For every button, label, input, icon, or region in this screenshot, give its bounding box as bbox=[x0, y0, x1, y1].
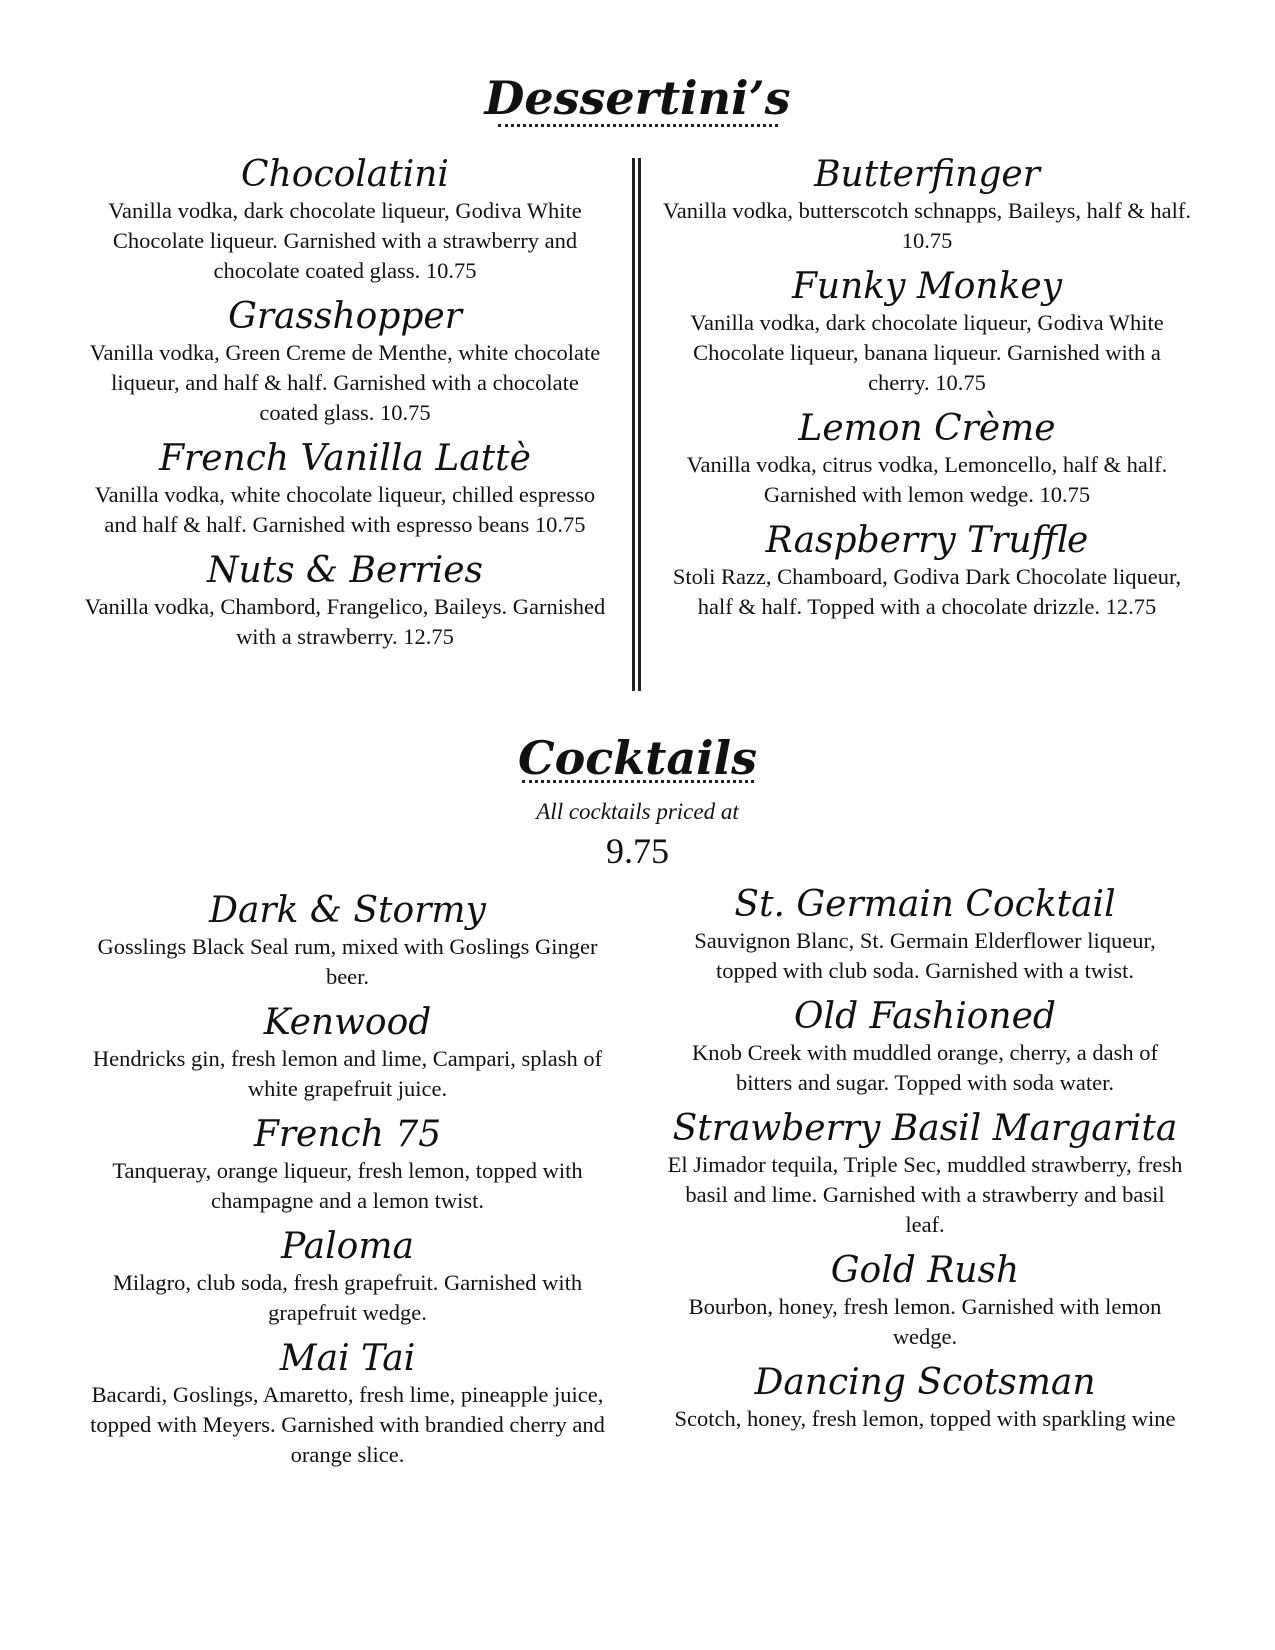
item-name: Grasshopper bbox=[228, 296, 462, 337]
menu-item-dancing-scotsman bbox=[665, 1362, 1185, 1434]
item-description: El Jimador tequila, Triple Sec, muddled strawberry, fresh basil and lime. Garnished with a strawberry and basil leaf. bbox=[667, 1152, 1183, 1237]
item-description: Vanilla vodka, Chambord, Frangelico, Baileys. Garnished with a strawberry. 12.75 bbox=[84, 594, 606, 649]
menu-item-raspberry-truffle bbox=[662, 520, 1192, 622]
menu-item-grasshopper bbox=[80, 296, 610, 428]
item-description: Scotch, honey, fresh lemon, topped with sparkling wine bbox=[674, 1406, 1176, 1431]
cocktails-price-note: All cocktails priced at bbox=[536, 799, 739, 824]
item-description: Bourbon, honey, fresh lemon. Garnished with lemon wedge. bbox=[688, 1294, 1162, 1349]
item-description: Vanilla vodka, dark chocolate liqueur, Godiva White Chocolate liqueur. Garnished with a strawberry and chocolate coated glass. 10.75 bbox=[108, 198, 582, 283]
menu-item-gold-rush bbox=[665, 1250, 1185, 1352]
menu-item-paloma bbox=[75, 1226, 620, 1328]
column-divider bbox=[632, 158, 641, 691]
item-name: Kenwood bbox=[263, 1002, 432, 1043]
menu-item-nuts-and-berries bbox=[80, 550, 610, 652]
menu-item-french-vanilla-latte bbox=[80, 438, 610, 540]
menu-item-funky-monkey bbox=[662, 266, 1192, 398]
menu-item-dark-and-stormy bbox=[75, 890, 620, 992]
item-name: French Vanilla Lattè bbox=[159, 438, 531, 479]
item-description: Stoli Razz, Chamboard, Godiva Dark Chocolate liqueur, half & half. Topped with a chocolate drizzle. 12.75 bbox=[672, 564, 1182, 619]
dessertinis-title: Dessertini’s bbox=[484, 71, 791, 125]
item-description: Bacardi, Goslings, Amaretto, fresh lime, pineapple juice, topped with Meyers. Garnished with brandied cherry and orange slice. bbox=[90, 1382, 605, 1467]
item-name: Dancing Scotsman bbox=[754, 1362, 1096, 1403]
item-name: Old Fashioned bbox=[794, 996, 1056, 1037]
item-description: Vanilla vodka, Green Creme de Menthe, white chocolate liqueur, and half & half. Garnished with a chocolate coated glass. 10.75 bbox=[89, 340, 601, 425]
cocktails-title: Cocktails bbox=[517, 731, 758, 785]
item-description: Vanilla vodka, white chocolate liqueur, chilled espresso and half & half. Garnished with espresso beans 10.75 bbox=[94, 482, 596, 537]
item-name: Strawberry Basil Margarita bbox=[672, 1108, 1178, 1149]
cocktails-title-underline bbox=[522, 780, 754, 783]
dessert-column-right bbox=[662, 154, 1192, 622]
item-name: Gold Rush bbox=[830, 1250, 1020, 1291]
item-description: Knob Creek with muddled orange, cherry, a dash of bitters and sugar. Topped with soda water. bbox=[692, 1040, 1158, 1095]
menu-item-french-75 bbox=[75, 1114, 620, 1216]
item-description: Hendricks gin, fresh lemon and lime, Campari, splash of white grapefruit juice. bbox=[92, 1046, 603, 1101]
cocktail-column-right bbox=[665, 884, 1185, 1434]
item-name: Mai Tai bbox=[279, 1338, 416, 1379]
cocktail-column-left bbox=[75, 890, 620, 1470]
menu-item-strawberry-basil-margarita bbox=[665, 1108, 1185, 1240]
item-name: Nuts & Berries bbox=[206, 550, 484, 591]
item-name: Dark & Stormy bbox=[209, 890, 486, 931]
menu-item-old-fashioned bbox=[665, 996, 1185, 1098]
cocktails-price: 9.75 bbox=[606, 831, 669, 871]
item-description: Gosslings Black Seal rum, mixed with Goslings Ginger beer. bbox=[97, 934, 598, 989]
item-description: Sauvignon Blanc, St. Germain Elderflower liqueur, topped with club soda. Garnished with a twist. bbox=[694, 928, 1156, 983]
menu-item-st-germain-cocktail bbox=[665, 884, 1185, 986]
item-name: Paloma bbox=[281, 1226, 414, 1267]
item-name: Funky Monkey bbox=[791, 266, 1063, 307]
item-name: Chocolatini bbox=[241, 154, 449, 195]
item-name: Raspberry Truffle bbox=[765, 520, 1089, 561]
item-description: Vanilla vodka, citrus vodka, Lemoncello, half & half. Garnished with lemon wedge. 10.75 bbox=[686, 452, 1168, 507]
item-name: French 75 bbox=[253, 1114, 442, 1155]
menu-item-lemon-creme bbox=[662, 408, 1192, 510]
menu-item-kenwood bbox=[75, 1002, 620, 1104]
menu-item-chocolatini bbox=[80, 154, 610, 286]
dessertinis-title-underline bbox=[498, 124, 778, 127]
item-description: Vanilla vodka, dark chocolate liqueur, Godiva White Chocolate liqueur, banana liqueur. Garnished with a cherry. 10.75 bbox=[690, 310, 1164, 395]
item-description: Vanilla vodka, butterscotch schnapps, Baileys, half & half. 10.75 bbox=[663, 198, 1191, 253]
menu-item-mai-tai bbox=[75, 1338, 620, 1470]
menu-item-butterfinger bbox=[662, 154, 1192, 256]
item-name: Lemon Crème bbox=[798, 408, 1056, 449]
item-description: Milagro, club soda, fresh grapefruit. Garnished with grapefruit wedge. bbox=[112, 1270, 583, 1325]
item-name: Butterfinger bbox=[814, 154, 1040, 195]
dessert-column-left bbox=[80, 154, 610, 652]
item-name: St. Germain Cocktail bbox=[734, 884, 1116, 925]
item-description: Tanqueray, orange liqueur, fresh lemon, topped with champagne and a lemon twist. bbox=[112, 1158, 583, 1213]
